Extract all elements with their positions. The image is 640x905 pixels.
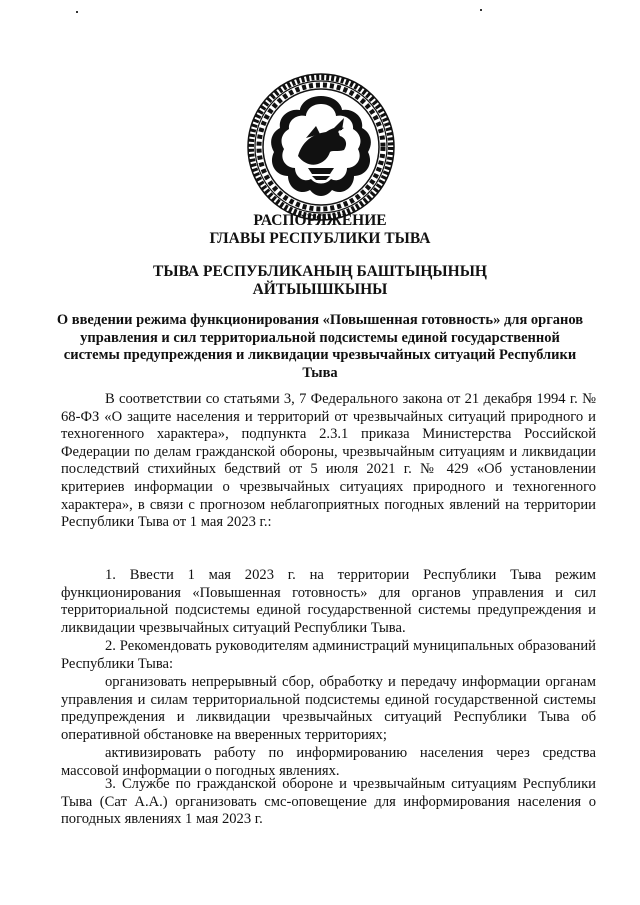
preamble-paragraph: В соответствии со статьями 3, 7 Федерального закона от 21 декабря 1994 г. № 68-ФЗ «О защите населения и территорий от чрезвычайных ситуаций природного и техногенного характера», подпункта 2.3.1 приказа Министерства Российской Федерации по делам гражданской обороны, чрезвычайным ситуациям и ликвидации последствий стихийных бедствий от 5 июля 2021 г. № 429 «Об установлении критериев информации о чрезвычайных ситуациях природного и техногенного характера», в связи с прогнозом неблагоприятных погодных явлений на территории Республики Тыва от 1 мая 2023 г.:	[61, 391, 596, 531]
scan-speck	[76, 11, 78, 13]
title-tuvan-line-1: ТЫВА РЕСПУБЛИКАНЫҢ БАШТЫҢЫНЫҢ	[153, 263, 487, 280]
item-1-paragraph: 1. Ввести 1 мая 2023 г. на территории Республики Тыва режим функционирования «Повышенная готовность» для органов управления и сил территориальной подсистемы единой государственной системы предупреждения и ликвидации чрезвычайных ситуаций Республики Тыва.	[61, 567, 596, 636]
document-title-tuvan	[40, 263, 600, 299]
document-subject: О введении режима функционирования «Повышенная готовность» для органов управления и сил территориальной подсистемы единой государственной системы предупреждения и ликвидации чрезвычайных ситуаций Республики Тыва	[56, 312, 584, 381]
item-2-paragraph: 2. Рекомендовать руководителям администраций муниципальных образований Республики Тыва:	[61, 638, 596, 672]
scan-speck	[480, 9, 482, 11]
title-tuvan-line-2: АЙТЫЫШКЫНЫ	[252, 281, 388, 298]
title-line-2: ГЛАВЫ РЕСПУБЛИКИ ТЫВА	[209, 230, 431, 247]
document-title	[40, 212, 600, 248]
coat-of-arms-emblem-icon	[246, 72, 396, 222]
item-3-paragraph: 3. Службе по гражданской обороне и чрезвычайным ситуациям Республики Тыва (Сат А.А.) организовать смс-оповещение для информирования населения о погодных явлениях 1 мая 2023 г.	[61, 776, 596, 828]
item-2b-paragraph: активизировать работу по информированию населения через средства массовой информации о погодных явлениях.	[61, 745, 596, 779]
title-line-1: РАСПОРЯЖЕНИЕ	[253, 212, 387, 229]
item-2a-paragraph: организовать непрерывный сбор, обработку и передачу информации органам управления и силам территориальной подсистемы единой государственной системы предупреждения и ликвидации чрезвычайных ситуаций Республики Тыва об оперативной обстановке на вверенных территориях;	[61, 674, 596, 743]
